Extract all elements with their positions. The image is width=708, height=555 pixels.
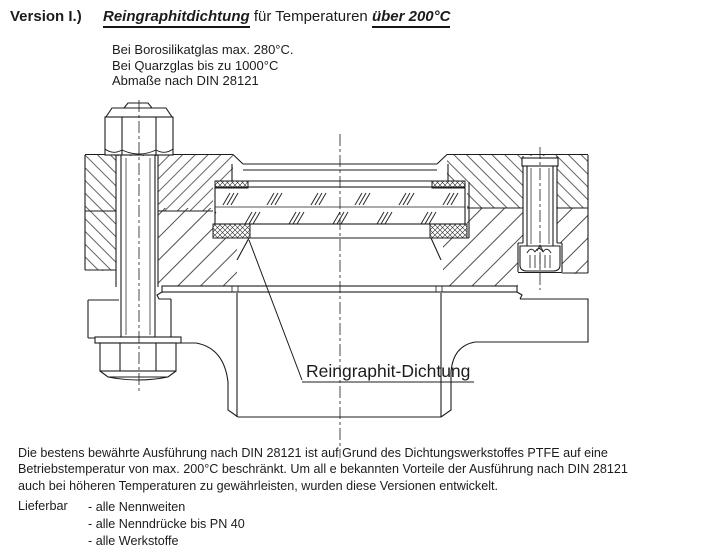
gasket-bottom-right bbox=[430, 224, 467, 238]
lieferbar-item: - alle Nennweiten bbox=[88, 500, 186, 514]
gasket-bottom-left bbox=[213, 224, 250, 238]
note-line: Bei Borosilikatglas max. 280°C. bbox=[112, 42, 294, 57]
version-label: Version I.) bbox=[10, 8, 82, 25]
body-paragraph bbox=[18, 445, 628, 494]
paragraph-line: Betriebstemperatur von max. 200°C beschränkt. Um all e bekannten Vorteile der Ausführung nach DIN 28121 bbox=[18, 462, 628, 477]
gasket-top-right bbox=[432, 181, 465, 188]
title-emphasis-2: über 200°C bbox=[372, 8, 451, 28]
hex-nut-bottom bbox=[100, 343, 176, 371]
lieferbar-item: - alle Werkstoffe bbox=[88, 534, 179, 548]
callout-label: Reingraphit-Dichtung bbox=[306, 361, 471, 381]
gasket-top-left bbox=[215, 181, 248, 188]
note-line: Abmaße nach DIN 28121 bbox=[112, 73, 259, 88]
lieferbar-label: Lieferbar bbox=[18, 499, 68, 513]
note-line: Bei Quarzglas bis zu 1000°C bbox=[112, 57, 279, 73]
flat-gasket-plate bbox=[162, 286, 517, 292]
lieferbar-items bbox=[88, 499, 245, 550]
paragraph-line: auch bei höheren Temperaturen zu gewährleisten, wurden diese Versionen entwickelt. bbox=[18, 478, 499, 493]
washer-left bbox=[95, 337, 181, 343]
lieferbar-item: - alle Nenndrücke bis PN 40 bbox=[88, 517, 245, 531]
title-middle: für Temperaturen bbox=[249, 8, 372, 25]
title-emphasis-1: Reingraphitdichtung bbox=[103, 8, 250, 28]
paragraph-line: Die bestens bewährte Ausführung nach DIN 28121 ist auf Grund des Dichtungswerkstoffes PTFE auf eine bbox=[18, 446, 608, 460]
